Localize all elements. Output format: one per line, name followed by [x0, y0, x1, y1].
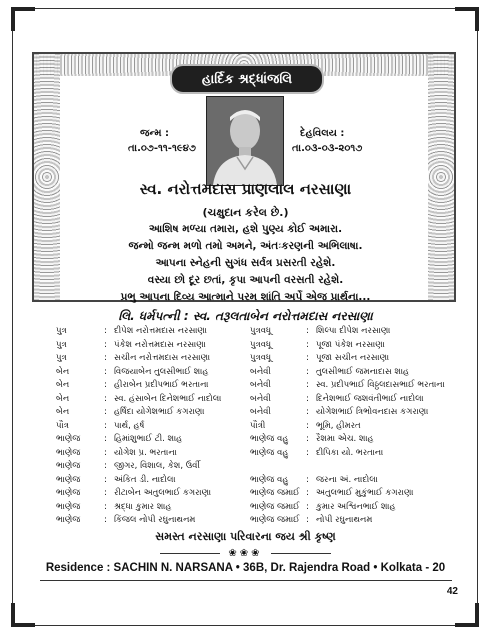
relation-name: રૈશમા એચ. શાહ [316, 434, 374, 444]
relation-type: ભાણેજ વહુ [250, 474, 289, 485]
relation-type: પૌત્રી [250, 420, 266, 431]
relation-name: હીરાબેન પ્રદીપભાઈ ભરતાના [114, 380, 209, 390]
relation-type: ભાણેજ વહુ [250, 434, 289, 444]
relation-type: બેન [56, 380, 70, 390]
relation-name: યોગેશ પ્ર. ભરતાના [114, 447, 177, 458]
colon: : [306, 353, 309, 363]
relation-type: પૌત્ર [56, 420, 69, 431]
relation-type: પુત્ર [56, 353, 67, 363]
colon: : [306, 420, 309, 431]
relation-type: પુત્ર [56, 339, 67, 350]
colon: : [306, 366, 309, 377]
verse-line: જન્મો જન્મ મળો તમો અમને, અંતઃકરણની અભિલાષા. [128, 240, 363, 252]
tribute-title: હાર્દિક શ્રદ્ધાંજલિ [170, 64, 324, 94]
verse-line: વસ્યા છો દૂર છતાં, કૃપા આપની વરસતી રહેશે. [147, 274, 344, 286]
relation-type: ભાણેજ [56, 501, 81, 512]
colon: : [306, 488, 309, 498]
relation-name: પૂજા પંકેશ નરસાણા [316, 339, 385, 350]
colon: : [104, 353, 107, 363]
spouse-signature: લિ. ધર્મપત્ની : સ્વ. તરૂલતાબેન નરોત્તમદાસ નરસાણા [118, 309, 373, 323]
relation-name: અતુલભાઈ મુકુંભાઈ કગરાણા [316, 488, 414, 498]
relation-type: બનેવી [250, 393, 271, 404]
relation-type: ભાણેજ જમાઈ [250, 515, 300, 525]
relation-type: ભાણેજ [56, 447, 81, 458]
colon: : [104, 393, 107, 404]
relation-name: તુલસીભાઈ જમનાદાસ શાહ [316, 366, 410, 377]
relation-type: ભાણેજ જમાઈ [250, 501, 300, 512]
verse-line: આપના સ્નેહની સુગંધ સર્વત્ર પ્રસરતી રહેશે. [155, 257, 336, 269]
family-greeting: સમસ્ત નરસાણા પરિવારના જય શ્રી કૃષ્ણ [155, 530, 336, 543]
colon: : [306, 447, 309, 458]
relation-type: બનેવી [250, 407, 271, 417]
relation-name: સ્વ. હંસાબેન દિનેશભાઈ નાદોલા [114, 393, 222, 404]
relation-name: રીટાબેન અતુલભાઈ કગરાણા [114, 488, 212, 498]
page-number: 42 [446, 586, 458, 597]
relation-type: પુત્રવધૂ [250, 339, 272, 350]
relation-name: કિંજલ નોપી રઘુનાથનમ [114, 515, 196, 525]
relation-row [56, 513, 456, 528]
colon: : [306, 326, 309, 336]
relation-name: અંકિત ડી. નાદોલા [114, 474, 176, 485]
colon: : [104, 380, 107, 390]
relation-type: ભાણેજ [56, 474, 81, 485]
relation-name: જીગર, વિશાલ, કેશ, ઉર્વી [114, 461, 200, 471]
colon: : [306, 380, 309, 390]
relation-name: પાર્થ, હર્ષ [114, 420, 145, 431]
relation-type: બનેવી [250, 366, 271, 377]
ornamental-divider [0, 546, 491, 560]
relation-type: ભાણેજ [56, 488, 81, 498]
relation-type: બેન [56, 366, 70, 377]
relation-name: સ્વ. પ્રદીપભાઈ વિઠ્ઠલદાસભાઈ ભરતાના [316, 380, 445, 390]
relation-name: શિલ્પા દીપેશ નરસાણા [316, 326, 391, 336]
relation-name: કુમાર અશ્વિનભાઈ શાહ [316, 501, 396, 512]
colon: : [104, 326, 107, 336]
relation-type: બેન [56, 407, 70, 417]
portrait-image [207, 97, 283, 185]
colon: : [306, 501, 309, 512]
relation-name: હર્ષિદા યોગેશભાઈ કગરાણા [114, 407, 205, 417]
relation-type: બનેવી [250, 380, 271, 390]
relation-name: વિજયાબેન તુલસીભાઈ શાહ [114, 366, 209, 377]
relation-name: સચીન નરોત્તમદાસ નરસાણા [114, 353, 211, 363]
colon: : [104, 488, 107, 498]
colon: : [104, 501, 107, 512]
colon: : [104, 420, 107, 431]
corner-mark [11, 7, 35, 31]
colon: : [104, 339, 107, 350]
eye-donation-note: (ચક્ષુદાન કરેલ છે.) [202, 206, 289, 219]
flower-ornament-icon: ❀❀❀ [228, 547, 263, 559]
relation-name: યોગેશભાઈ ત્રિભોવનદાસ કગરાણા [316, 407, 429, 417]
relation-name: ભૂમિ, હીમરત [316, 420, 361, 431]
colon: : [104, 434, 107, 444]
corner-mark [11, 603, 35, 627]
relation-name: નોપી રઘુનાથનમ [316, 515, 373, 525]
death-label: દેહવિલય : [300, 128, 345, 139]
relation-type: ભાણેજ જમાઈ [250, 488, 300, 498]
footer-rule [40, 580, 452, 581]
relation-name: પંકેશ નરોત્તમદાસ નરસાણા [114, 339, 206, 350]
relation-name: દીપેશ નરોત્તમદાસ નરસાણા [114, 326, 207, 336]
colon: : [104, 447, 107, 458]
relation-type: ભાણેજ [56, 434, 81, 444]
verse-line: પ્રભુ આપના દિવ્ય આત્માને પરમ શાંતિ અર્પે એજ પ્રાર્થના... [120, 291, 371, 303]
relation-name: દિનેશભાઈ જશવંતીભાઈ નાદોલા [316, 393, 424, 404]
verse-line: આશિષ મળ્યા તમારા, હશે પુણ્ય કોઈ અમારા. [148, 223, 343, 235]
colon: : [306, 474, 309, 485]
deceased-name: સ્વ. નરોત્તમદાસ પ્રાણલાલ નરસાણા [139, 180, 352, 198]
residence-address: Residence : SACHIN N. NARSANA • 36B, Dr. Rajendra Road • Kolkata - 20 [45, 562, 446, 574]
colon: : [306, 407, 309, 417]
divider-line [160, 553, 220, 554]
birth-label: જન્મ : [140, 128, 170, 139]
relation-name: દીપિકા યો. ભરતાના [316, 447, 384, 458]
relation-type: પુત્રવધૂ [250, 326, 272, 336]
corner-mark [455, 7, 479, 31]
colon: : [306, 515, 309, 525]
colon: : [104, 407, 107, 417]
relation-name: પૂજા સચીન નરસાણા [316, 353, 390, 363]
relation-type: ભાણેજ [56, 515, 81, 525]
relation-name: જરના અં. નાદોલા [316, 474, 378, 485]
relation-type: પુત્ર [56, 326, 67, 336]
colon: : [104, 474, 107, 485]
colon: : [104, 461, 107, 471]
colon: : [104, 515, 107, 525]
corner-mark [455, 603, 479, 627]
divider-line [271, 553, 331, 554]
relation-type: ભાણેજ [56, 461, 81, 471]
colon: : [104, 366, 107, 377]
death-date: તા.૦૩-૦૩-૨૦૧૭ [292, 143, 363, 154]
birth-date: તા.૦૭-૧૧-૧૯૪૭ [128, 143, 196, 154]
relation-type: ભાણેજ વહુ [250, 447, 289, 458]
colon: : [306, 434, 309, 444]
relation-name: હિમાંશુભાઈ ટી. શાહ [114, 434, 183, 444]
relation-name: શ્રદ્ધા કુમાર શાહ [114, 501, 172, 512]
colon: : [306, 393, 309, 404]
relation-type: બેન [56, 393, 70, 404]
portrait-photo [206, 96, 284, 186]
colon: : [306, 339, 309, 350]
relation-type: પુત્રવધૂ [250, 353, 272, 363]
